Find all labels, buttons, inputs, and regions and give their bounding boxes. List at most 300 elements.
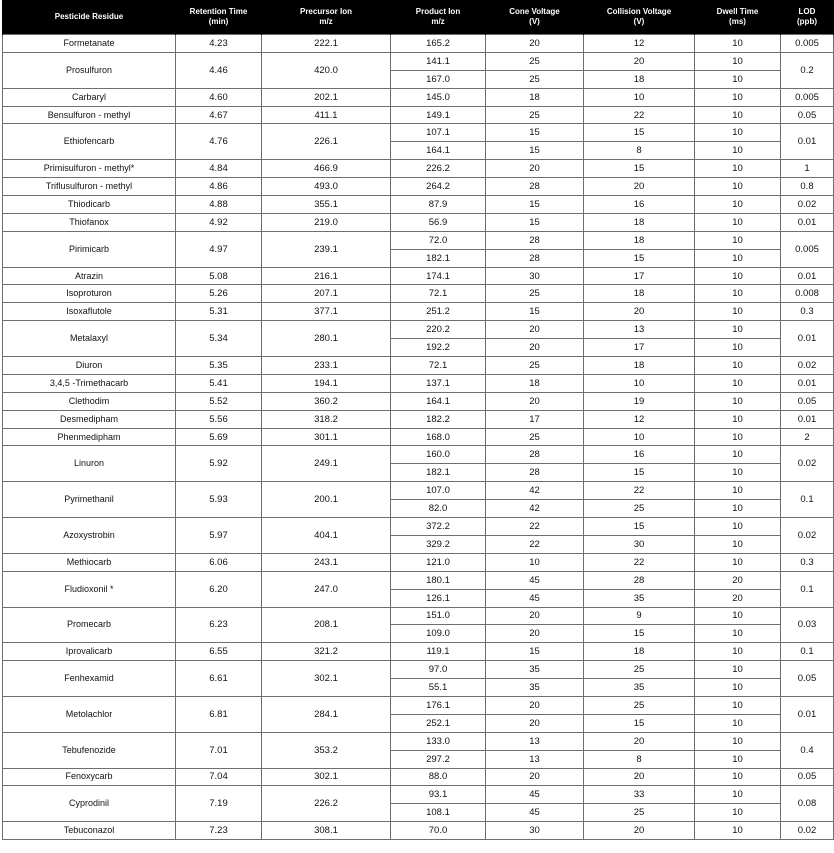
cell-product-ion: 72.1	[391, 285, 486, 303]
cell-pesticide-name: Tebuconazol	[3, 822, 176, 840]
cell-dwell-time: 10	[695, 768, 781, 786]
table-row	[3, 106, 834, 124]
cell-dwell-time: 10	[695, 482, 781, 500]
cell-collision-voltage: 28	[584, 571, 695, 589]
cell-cone-voltage: 25	[486, 285, 584, 303]
cell-cone-voltage: 10	[486, 553, 584, 571]
cell-product-ion: 82.0	[391, 500, 486, 518]
cell-retention-time: 5.35	[176, 357, 262, 375]
cell-cone-voltage: 25	[486, 357, 584, 375]
cell-dwell-time: 10	[695, 679, 781, 697]
cell-collision-voltage: 13	[584, 321, 695, 339]
cell-precursor-ion: 353.2	[262, 732, 391, 768]
cell-dwell-time: 10	[695, 178, 781, 196]
cell-collision-voltage: 18	[584, 357, 695, 375]
cell-precursor-ion: 493.0	[262, 178, 391, 196]
cell-lod: 0.1	[781, 571, 834, 607]
table-row	[3, 321, 834, 339]
cell-retention-time: 5.31	[176, 303, 262, 321]
cell-lod: 0.005	[781, 35, 834, 53]
cell-collision-voltage: 20	[584, 822, 695, 840]
cell-cone-voltage: 30	[486, 822, 584, 840]
cell-dwell-time: 10	[695, 52, 781, 70]
cell-cone-voltage: 20	[486, 625, 584, 643]
cell-pesticide-name: Fludioxonil *	[3, 571, 176, 607]
cell-pesticide-name: Pyrimethanil	[3, 482, 176, 518]
cell-product-ion: 109.0	[391, 625, 486, 643]
header-line: Cone Voltage	[509, 7, 560, 16]
cell-lod: 0.01	[781, 696, 834, 732]
cell-dwell-time: 10	[695, 732, 781, 750]
cell-collision-voltage: 12	[584, 410, 695, 428]
cell-dwell-time: 10	[695, 160, 781, 178]
cell-product-ion: 182.1	[391, 464, 486, 482]
cell-pesticide-name: Fenoxycarb	[3, 768, 176, 786]
cell-collision-voltage: 22	[584, 106, 695, 124]
header-line: (V)	[529, 17, 540, 26]
cell-dwell-time: 10	[695, 446, 781, 464]
cell-dwell-time: 10	[695, 249, 781, 267]
cell-lod: 0.01	[781, 267, 834, 285]
cell-pesticide-name: Prosulfuron	[3, 52, 176, 88]
cell-product-ion: 176.1	[391, 696, 486, 714]
cell-product-ion: 119.1	[391, 643, 486, 661]
cell-cone-voltage: 42	[486, 500, 584, 518]
table-row	[3, 446, 834, 464]
cell-product-ion: 107.1	[391, 124, 486, 142]
cell-retention-time: 4.84	[176, 160, 262, 178]
table-body	[3, 35, 834, 840]
cell-pesticide-name: Desmedipham	[3, 410, 176, 428]
header-line: (ppb)	[797, 17, 817, 26]
cell-dwell-time: 10	[695, 518, 781, 536]
table-row	[3, 392, 834, 410]
cell-pesticide-name: Tebufenozide	[3, 732, 176, 768]
header-cone-voltage	[486, 0, 584, 35]
cell-pesticide-name: Formetanate	[3, 35, 176, 53]
cell-pesticide-name: 3,4,5 -Trimethacarb	[3, 374, 176, 392]
cell-product-ion: 164.1	[391, 142, 486, 160]
cell-pesticide-name: Cyprodinil	[3, 786, 176, 822]
cell-pesticide-name: Triflusulfuron - methyl	[3, 178, 176, 196]
cell-lod: 0.4	[781, 732, 834, 768]
cell-dwell-time: 10	[695, 822, 781, 840]
cell-dwell-time: 10	[695, 500, 781, 518]
cell-retention-time: 4.76	[176, 124, 262, 160]
cell-dwell-time: 10	[695, 124, 781, 142]
cell-collision-voltage: 25	[584, 500, 695, 518]
cell-product-ion: 72.0	[391, 231, 486, 249]
cell-product-ion: 165.2	[391, 35, 486, 53]
cell-pesticide-name: Linuron	[3, 446, 176, 482]
cell-product-ion: 133.0	[391, 732, 486, 750]
cell-lod: 0.005	[781, 88, 834, 106]
cell-precursor-ion: 284.1	[262, 696, 391, 732]
cell-collision-voltage: 15	[584, 464, 695, 482]
cell-lod: 0.01	[781, 374, 834, 392]
cell-cone-voltage: 20	[486, 339, 584, 357]
cell-product-ion: 93.1	[391, 786, 486, 804]
cell-collision-voltage: 25	[584, 696, 695, 714]
table-row	[3, 482, 834, 500]
cell-product-ion: 87.9	[391, 196, 486, 214]
header-line: m/z	[431, 17, 445, 26]
cell-pesticide-name: Iprovalicarb	[3, 643, 176, 661]
cell-product-ion: 145.0	[391, 88, 486, 106]
table-row	[3, 553, 834, 571]
cell-product-ion: 168.0	[391, 428, 486, 446]
cell-precursor-ion: 411.1	[262, 106, 391, 124]
cell-collision-voltage: 30	[584, 535, 695, 553]
header-line: (ms)	[729, 17, 746, 26]
header-line: (V)	[633, 17, 645, 26]
cell-product-ion: 121.0	[391, 553, 486, 571]
cell-product-ion: 164.1	[391, 392, 486, 410]
cell-lod: 0.008	[781, 285, 834, 303]
cell-retention-time: 5.92	[176, 446, 262, 482]
cell-cone-voltage: 45	[486, 589, 584, 607]
cell-retention-time: 7.01	[176, 732, 262, 768]
cell-product-ion: 220.2	[391, 321, 486, 339]
cell-dwell-time: 10	[695, 607, 781, 625]
cell-pesticide-name: Methiocarb	[3, 553, 176, 571]
header-lod	[781, 0, 834, 35]
table-row	[3, 374, 834, 392]
cell-collision-voltage: 10	[584, 374, 695, 392]
table-row	[3, 124, 834, 142]
cell-cone-voltage: 42	[486, 482, 584, 500]
cell-pesticide-name: Promecarb	[3, 607, 176, 643]
cell-product-ion: 56.9	[391, 213, 486, 231]
cell-collision-voltage: 15	[584, 124, 695, 142]
cell-collision-voltage: 12	[584, 35, 695, 53]
cell-cone-voltage: 20	[486, 607, 584, 625]
cell-retention-time: 5.34	[176, 321, 262, 357]
cell-retention-time: 7.04	[176, 768, 262, 786]
cell-collision-voltage: 18	[584, 643, 695, 661]
cell-precursor-ion: 360.2	[262, 392, 391, 410]
cell-retention-time: 4.97	[176, 231, 262, 267]
cell-product-ion: 137.1	[391, 374, 486, 392]
cell-dwell-time: 10	[695, 70, 781, 88]
cell-cone-voltage: 15	[486, 124, 584, 142]
cell-dwell-time: 10	[695, 786, 781, 804]
cell-cone-voltage: 28	[486, 464, 584, 482]
table-row	[3, 410, 834, 428]
cell-lod: 0.03	[781, 607, 834, 643]
header-line: m/z	[319, 17, 333, 26]
cell-collision-voltage: 15	[584, 518, 695, 536]
cell-cone-voltage: 20	[486, 321, 584, 339]
cell-dwell-time: 10	[695, 428, 781, 446]
cell-pesticide-name: Clethodim	[3, 392, 176, 410]
cell-dwell-time: 10	[695, 696, 781, 714]
cell-retention-time: 4.23	[176, 35, 262, 53]
cell-cone-voltage: 15	[486, 142, 584, 160]
table-row	[3, 607, 834, 625]
table-row	[3, 571, 834, 589]
cell-precursor-ion: 208.1	[262, 607, 391, 643]
cell-pesticide-name: Metalaxyl	[3, 321, 176, 357]
table-row	[3, 35, 834, 53]
cell-retention-time: 5.56	[176, 410, 262, 428]
cell-cone-voltage: 13	[486, 750, 584, 768]
header-pesticide-residue	[3, 0, 176, 35]
table-row	[3, 786, 834, 804]
table-row	[3, 160, 834, 178]
cell-pesticide-name: Azoxystrobin	[3, 518, 176, 554]
table-row	[3, 518, 834, 536]
table-row	[3, 696, 834, 714]
table-row	[3, 643, 834, 661]
cell-retention-time: 5.26	[176, 285, 262, 303]
cell-retention-time: 5.08	[176, 267, 262, 285]
table-row	[3, 178, 834, 196]
cell-precursor-ion: 302.1	[262, 768, 391, 786]
cell-cone-voltage: 20	[486, 160, 584, 178]
cell-precursor-ion: 301.1	[262, 428, 391, 446]
cell-retention-time: 6.55	[176, 643, 262, 661]
cell-collision-voltage: 8	[584, 142, 695, 160]
cell-cone-voltage: 15	[486, 213, 584, 231]
cell-pesticide-name: Ethiofencarb	[3, 124, 176, 160]
cell-retention-time: 6.61	[176, 661, 262, 697]
cell-collision-voltage: 20	[584, 303, 695, 321]
table-row	[3, 267, 834, 285]
table-row	[3, 213, 834, 231]
table-row	[3, 303, 834, 321]
cell-precursor-ion: 243.1	[262, 553, 391, 571]
cell-precursor-ion: 420.0	[262, 52, 391, 88]
cell-dwell-time: 10	[695, 213, 781, 231]
cell-cone-voltage: 18	[486, 88, 584, 106]
cell-product-ion: 70.0	[391, 822, 486, 840]
cell-retention-time: 5.93	[176, 482, 262, 518]
cell-pesticide-name: Bensulfuron - methyl	[3, 106, 176, 124]
cell-dwell-time: 10	[695, 535, 781, 553]
cell-lod: 1	[781, 160, 834, 178]
header-line: Precursor Ion	[299, 7, 352, 16]
cell-product-ion: 182.1	[391, 249, 486, 267]
cell-retention-time: 6.81	[176, 696, 262, 732]
cell-dwell-time: 10	[695, 285, 781, 303]
cell-cone-voltage: 20	[486, 392, 584, 410]
cell-product-ion: 226.2	[391, 160, 486, 178]
table-row	[3, 285, 834, 303]
cell-precursor-ion: 280.1	[262, 321, 391, 357]
cell-product-ion: 297.2	[391, 750, 486, 768]
cell-cone-voltage: 22	[486, 518, 584, 536]
header-line: Retention Time	[189, 7, 248, 16]
cell-lod: 2	[781, 428, 834, 446]
cell-pesticide-name: Thiodicarb	[3, 196, 176, 214]
cell-lod: 0.3	[781, 553, 834, 571]
cell-collision-voltage: 35	[584, 679, 695, 697]
cell-collision-voltage: 25	[584, 804, 695, 822]
cell-pesticide-name: Isoproturon	[3, 285, 176, 303]
cell-dwell-time: 10	[695, 321, 781, 339]
cell-dwell-time: 20	[695, 589, 781, 607]
cell-collision-voltage: 10	[584, 428, 695, 446]
table-row	[3, 822, 834, 840]
cell-collision-voltage: 8	[584, 750, 695, 768]
cell-product-ion: 329.2	[391, 535, 486, 553]
cell-cone-voltage: 25	[486, 52, 584, 70]
cell-lod: 0.02	[781, 196, 834, 214]
cell-product-ion: 180.1	[391, 571, 486, 589]
cell-retention-time: 6.06	[176, 553, 262, 571]
cell-precursor-ion: 202.1	[262, 88, 391, 106]
cell-pesticide-name: Primisulfuron - methyl*	[3, 160, 176, 178]
cell-lod: 0.01	[781, 321, 834, 357]
cell-pesticide-name: Pirimicarb	[3, 231, 176, 267]
header-line: Pesticide Residue	[54, 12, 124, 21]
table-row	[3, 661, 834, 679]
cell-collision-voltage: 18	[584, 213, 695, 231]
cell-cone-voltage: 25	[486, 428, 584, 446]
cell-product-ion: 264.2	[391, 178, 486, 196]
cell-lod: 0.01	[781, 213, 834, 231]
cell-lod: 0.02	[781, 518, 834, 554]
cell-collision-voltage: 17	[584, 339, 695, 357]
cell-cone-voltage: 28	[486, 446, 584, 464]
cell-cone-voltage: 28	[486, 178, 584, 196]
cell-dwell-time: 10	[695, 553, 781, 571]
cell-cone-voltage: 45	[486, 804, 584, 822]
cell-product-ion: 55.1	[391, 679, 486, 697]
cell-cone-voltage: 18	[486, 374, 584, 392]
cell-precursor-ion: 239.1	[262, 231, 391, 267]
cell-retention-time: 4.67	[176, 106, 262, 124]
cell-cone-voltage: 13	[486, 732, 584, 750]
cell-precursor-ion: 404.1	[262, 518, 391, 554]
cell-lod: 0.8	[781, 178, 834, 196]
cell-cone-voltage: 15	[486, 196, 584, 214]
cell-cone-voltage: 22	[486, 535, 584, 553]
cell-collision-voltage: 35	[584, 589, 695, 607]
cell-retention-time: 6.20	[176, 571, 262, 607]
cell-precursor-ion: 207.1	[262, 285, 391, 303]
cell-lod: 0.05	[781, 768, 834, 786]
cell-precursor-ion: 222.1	[262, 35, 391, 53]
cell-lod: 0.3	[781, 303, 834, 321]
cell-lod: 0.005	[781, 231, 834, 267]
cell-precursor-ion: 226.2	[262, 786, 391, 822]
cell-collision-voltage: 15	[584, 714, 695, 732]
cell-precursor-ion: 249.1	[262, 446, 391, 482]
cell-lod: 0.02	[781, 446, 834, 482]
cell-cone-voltage: 28	[486, 231, 584, 249]
cell-pesticide-name: Fenhexamid	[3, 661, 176, 697]
cell-precursor-ion: 200.1	[262, 482, 391, 518]
cell-collision-voltage: 33	[584, 786, 695, 804]
cell-product-ion: 251.2	[391, 303, 486, 321]
cell-lod: 0.02	[781, 822, 834, 840]
cell-product-ion: 149.1	[391, 106, 486, 124]
cell-cone-voltage: 17	[486, 410, 584, 428]
cell-dwell-time: 10	[695, 804, 781, 822]
cell-cone-voltage: 35	[486, 661, 584, 679]
cell-cone-voltage: 20	[486, 35, 584, 53]
cell-dwell-time: 10	[695, 88, 781, 106]
cell-precursor-ion: 302.1	[262, 661, 391, 697]
cell-cone-voltage: 35	[486, 679, 584, 697]
cell-dwell-time: 10	[695, 374, 781, 392]
cell-collision-voltage: 22	[584, 553, 695, 571]
cell-collision-voltage: 20	[584, 178, 695, 196]
cell-dwell-time: 10	[695, 303, 781, 321]
cell-pesticide-name: Metolachlor	[3, 696, 176, 732]
cell-collision-voltage: 19	[584, 392, 695, 410]
cell-precursor-ion: 377.1	[262, 303, 391, 321]
header-line: LOD	[798, 7, 816, 16]
cell-cone-voltage: 20	[486, 768, 584, 786]
table-row	[3, 732, 834, 750]
cell-pesticide-name: Thiofanox	[3, 213, 176, 231]
cell-product-ion: 88.0	[391, 768, 486, 786]
cell-retention-time: 6.23	[176, 607, 262, 643]
cell-collision-voltage: 16	[584, 196, 695, 214]
cell-retention-time: 4.60	[176, 88, 262, 106]
table-row	[3, 231, 834, 249]
cell-cone-voltage: 25	[486, 70, 584, 88]
cell-lod: 0.2	[781, 52, 834, 88]
cell-pesticide-name: Carbaryl	[3, 88, 176, 106]
cell-cone-voltage: 20	[486, 696, 584, 714]
cell-lod: 0.05	[781, 392, 834, 410]
pesticide-table	[2, 0, 834, 840]
cell-dwell-time: 10	[695, 392, 781, 410]
cell-retention-time: 7.23	[176, 822, 262, 840]
table-row	[3, 357, 834, 375]
header-dwell-time	[695, 0, 781, 35]
cell-retention-time: 5.69	[176, 428, 262, 446]
cell-dwell-time: 10	[695, 661, 781, 679]
cell-dwell-time: 10	[695, 714, 781, 732]
cell-cone-voltage: 20	[486, 714, 584, 732]
table-row	[3, 428, 834, 446]
cell-product-ion: 107.0	[391, 482, 486, 500]
header-product-ion	[391, 0, 486, 35]
cell-cone-voltage: 15	[486, 643, 584, 661]
cell-collision-voltage: 18	[584, 70, 695, 88]
cell-product-ion: 252.1	[391, 714, 486, 732]
cell-product-ion: 182.2	[391, 410, 486, 428]
cell-lod: 0.05	[781, 106, 834, 124]
cell-collision-voltage: 20	[584, 768, 695, 786]
cell-collision-voltage: 9	[584, 607, 695, 625]
cell-collision-voltage: 25	[584, 661, 695, 679]
header-line: Collision Voltage	[606, 7, 672, 16]
cell-lod: 0.02	[781, 357, 834, 375]
header-line: Dwell Time	[716, 7, 759, 16]
cell-dwell-time: 10	[695, 357, 781, 375]
cell-product-ion: 97.0	[391, 661, 486, 679]
cell-retention-time: 4.86	[176, 178, 262, 196]
cell-lod: 0.1	[781, 482, 834, 518]
header-line: Product Ion	[415, 7, 461, 16]
cell-product-ion: 108.1	[391, 804, 486, 822]
cell-lod: 0.1	[781, 643, 834, 661]
cell-precursor-ion: 308.1	[262, 822, 391, 840]
cell-dwell-time: 10	[695, 196, 781, 214]
cell-dwell-time: 10	[695, 410, 781, 428]
cell-collision-voltage: 18	[584, 285, 695, 303]
cell-dwell-time: 10	[695, 106, 781, 124]
cell-product-ion: 372.2	[391, 518, 486, 536]
cell-retention-time: 7.19	[176, 786, 262, 822]
cell-collision-voltage: 15	[584, 160, 695, 178]
